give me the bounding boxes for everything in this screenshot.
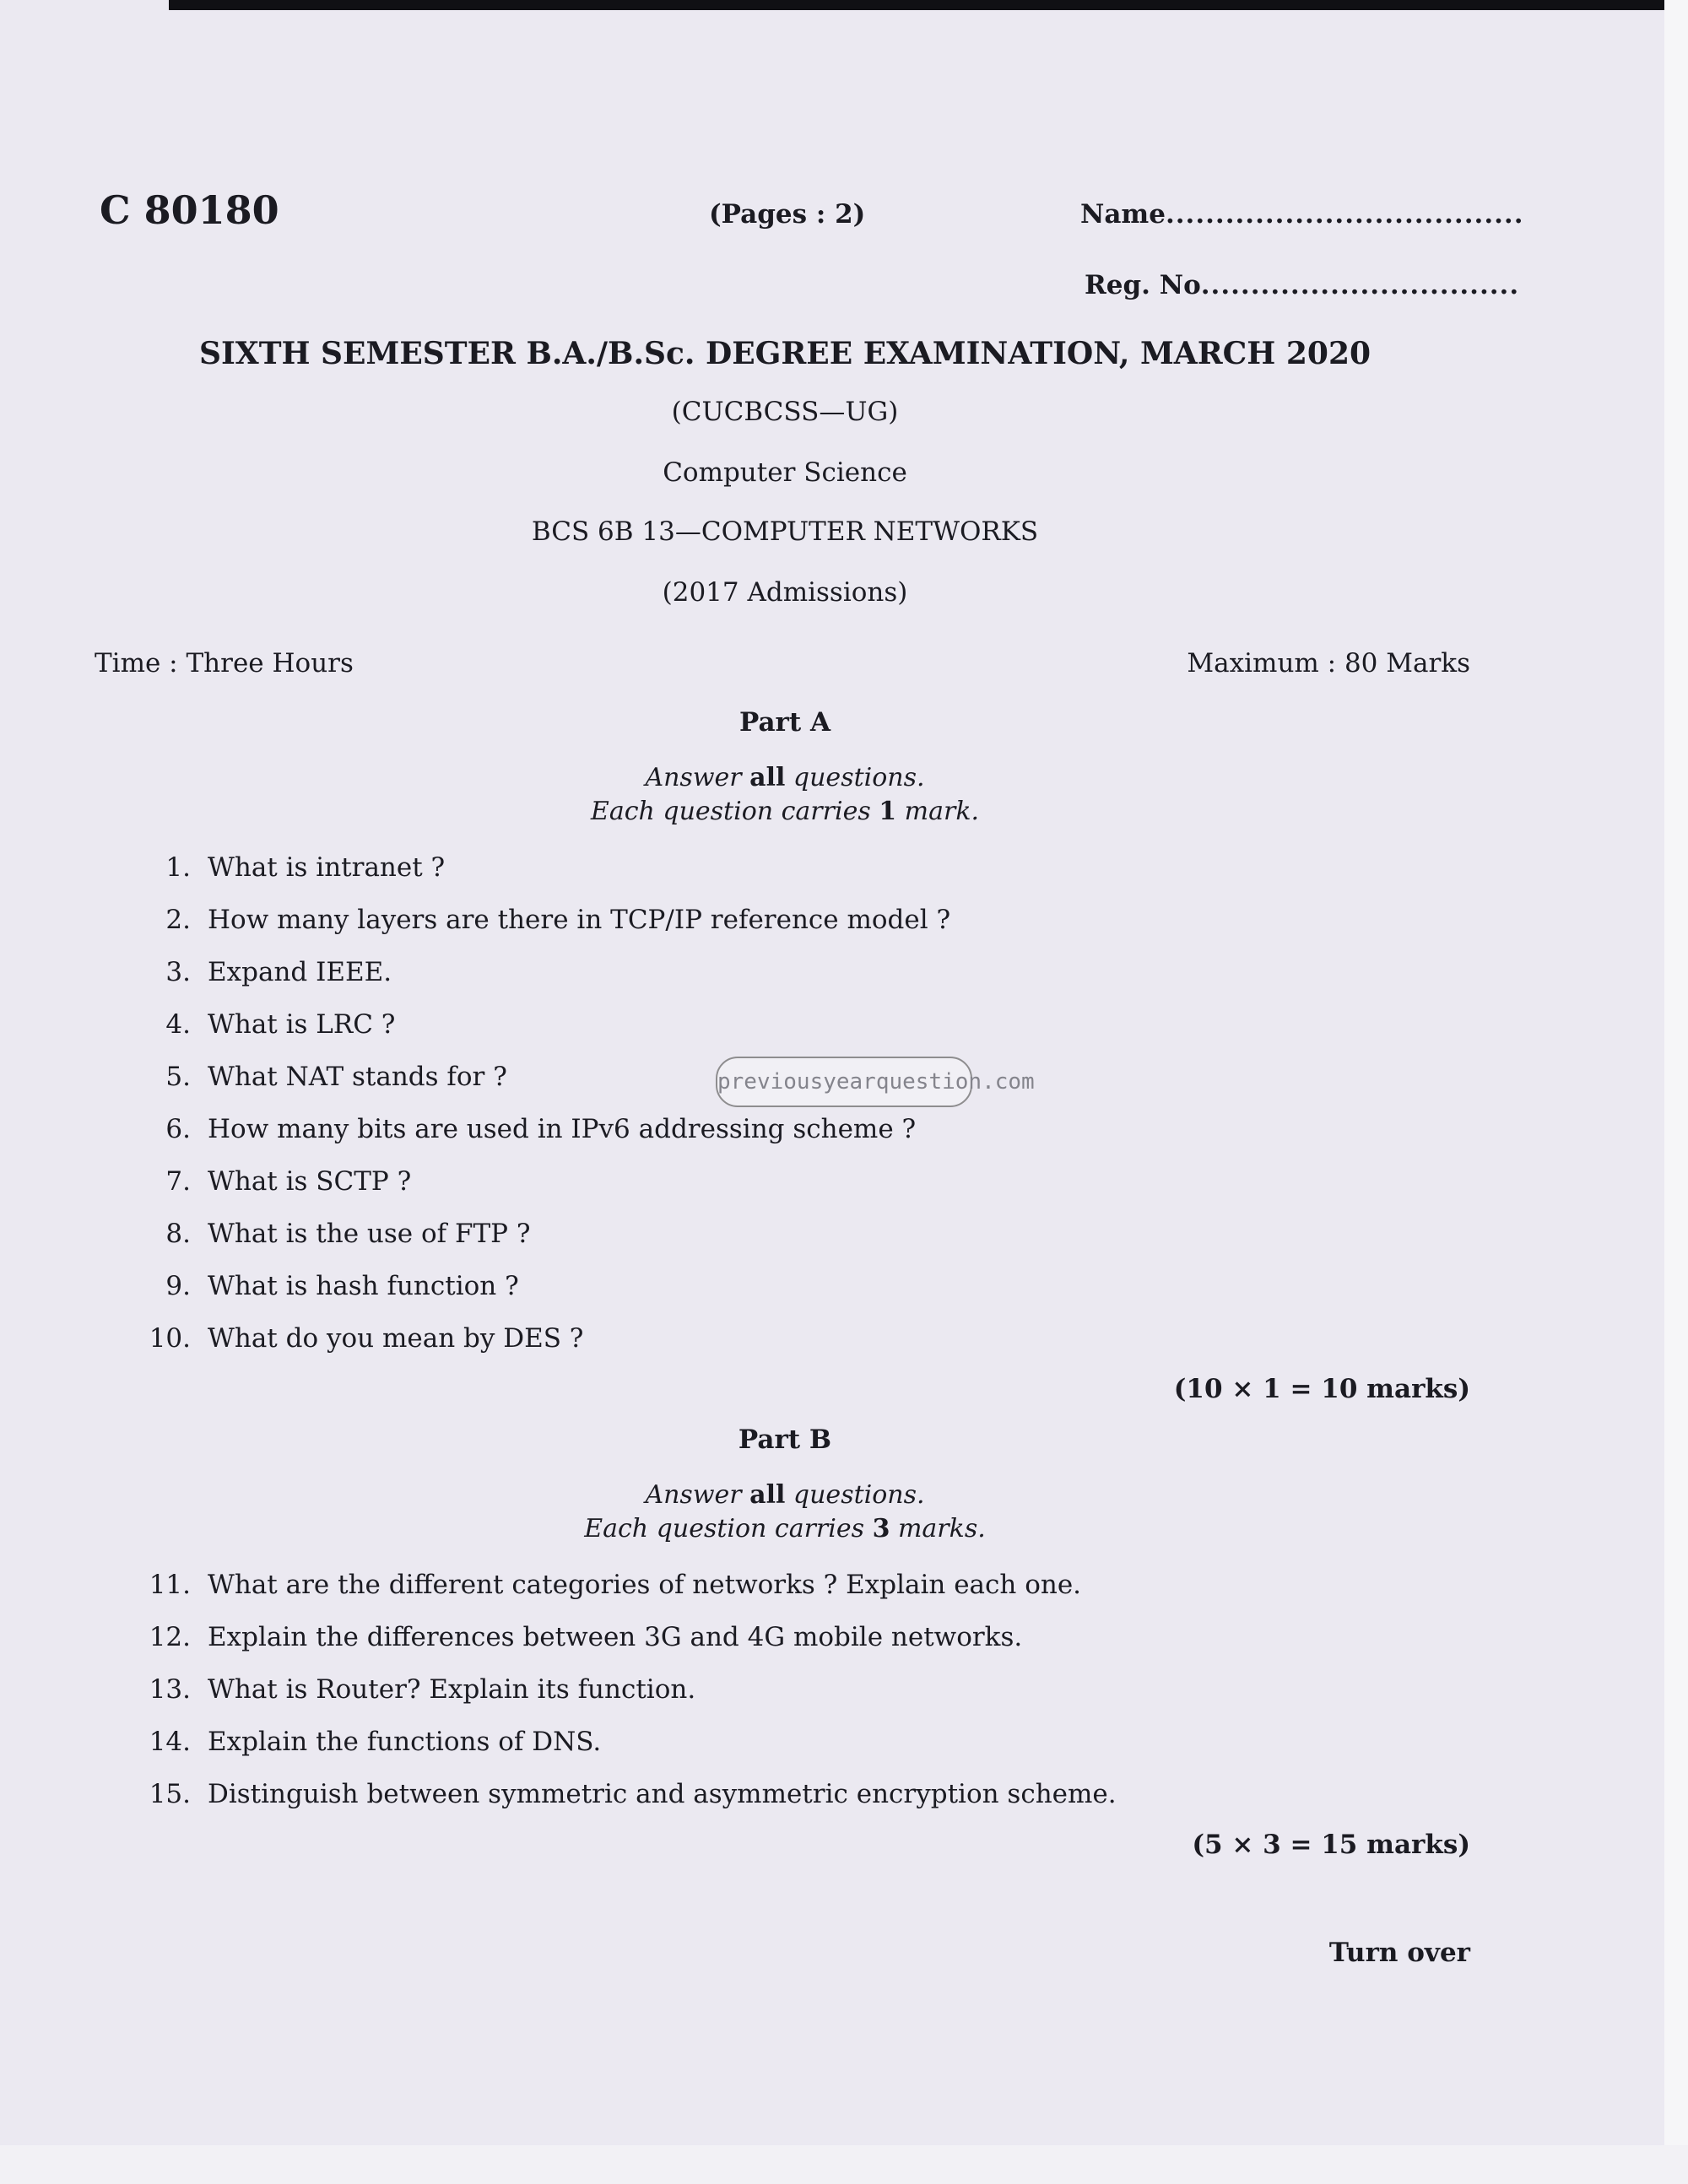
question-number: 2. — [165, 905, 191, 935]
question-text: Distinguish between symmetric and asymmetric encryption scheme. — [208, 1779, 1117, 1809]
question-text: What is the use of FTP ? — [208, 1219, 531, 1249]
question-number: 12. — [149, 1622, 191, 1652]
question-item — [127, 1062, 507, 1092]
question-text: What is Router? Explain its function. — [208, 1674, 696, 1705]
question-item — [127, 1674, 695, 1705]
question-item — [127, 1166, 411, 1197]
instr-text: Answer — [645, 763, 750, 792]
part-b-instruction-marks — [0, 1514, 1570, 1543]
question-number: 15. — [149, 1779, 191, 1809]
paper-code: C 80180 — [100, 187, 279, 233]
name-label: Name — [1080, 199, 1166, 230]
question-text: What is hash function ? — [208, 1271, 519, 1301]
question-item — [127, 1219, 531, 1249]
question-number: 5. — [165, 1062, 191, 1092]
scan-right-edge — [1664, 0, 1688, 2184]
reg-no-label: Reg. No — [1085, 270, 1201, 300]
instr-bold: 1 — [879, 797, 897, 826]
instr-bold: all — [749, 1480, 786, 1510]
exam-admissions: (2017 Admissions) — [662, 577, 908, 608]
question-number: 3. — [165, 957, 191, 987]
exam-course: BCS 6B 13—COMPUTER NETWORKS — [531, 516, 1039, 547]
question-text: What NAT stands for ? — [208, 1062, 507, 1092]
part-b-title: Part B — [738, 1424, 832, 1455]
question-item — [127, 1114, 916, 1144]
turn-over-note: Turn over — [1328, 1938, 1470, 1968]
question-item — [127, 1570, 1081, 1600]
name-dots: .................................... — [1165, 199, 1524, 230]
scan-top-edge — [169, 0, 1688, 10]
part-a-title: Part A — [738, 707, 831, 738]
name-field — [1080, 199, 1523, 230]
part-a-total: (10 × 1 = 10 marks) — [1173, 1374, 1470, 1404]
question-item — [127, 1323, 583, 1354]
question-item — [127, 905, 950, 935]
instr-bold: 3 — [872, 1514, 890, 1543]
exam-subject: Computer Science — [663, 457, 907, 488]
question-item — [127, 852, 445, 883]
scan-bottom-edge — [0, 2145, 1688, 2184]
part-a-instruction-marks — [0, 797, 1570, 826]
question-number: 9. — [165, 1271, 191, 1301]
exam-title: SIXTH SEMESTER B.A./B.Sc. DEGREE EXAMINATION, MARCH 2020 — [198, 336, 1372, 371]
question-number: 7. — [165, 1166, 191, 1197]
part-a-instruction-answer — [0, 763, 1570, 792]
question-number: 6. — [165, 1114, 191, 1144]
page-count: (Pages : 2) — [709, 199, 866, 230]
question-text: What is intranet ? — [208, 852, 446, 883]
exam-time: Time : Three Hours — [95, 648, 354, 678]
instr-text: Each question carries — [590, 797, 879, 826]
question-text: How many bits are used in IPv6 addressing scheme ? — [208, 1114, 917, 1144]
question-number: 11. — [149, 1570, 191, 1600]
reg-no-dots: ................................ — [1200, 270, 1520, 300]
instr-bold: all — [749, 763, 786, 792]
instr-text: marks. — [890, 1514, 986, 1543]
part-b-total: (5 × 3 = 15 marks) — [1192, 1830, 1470, 1860]
instr-text: Answer — [645, 1480, 750, 1510]
question-text: What do you mean by DES ? — [208, 1323, 584, 1354]
question-number: 14. — [149, 1727, 191, 1757]
instr-text: questions. — [785, 1480, 925, 1510]
question-number: 8. — [165, 1219, 191, 1249]
reg-no-field — [1085, 270, 1519, 300]
instr-text: Each question carries — [584, 1514, 873, 1543]
question-item — [127, 1622, 1022, 1652]
question-item — [127, 1271, 519, 1301]
question-text: How many layers are there in TCP/IP reference model ? — [208, 905, 951, 935]
question-text: Expand IEEE. — [208, 957, 392, 987]
question-text: Explain the functions of DNS. — [208, 1727, 602, 1757]
watermark-stamp: previousyearquestion.com — [716, 1057, 972, 1107]
question-number: 10. — [149, 1323, 191, 1354]
exam-scheme: (CUCBCSS—UG) — [671, 397, 899, 427]
part-b-instruction-answer — [0, 1480, 1570, 1510]
question-item — [127, 1727, 601, 1757]
question-number: 1. — [165, 852, 191, 883]
instr-text: mark. — [896, 797, 980, 826]
question-text: Explain the differences between 3G and 4G mobile networks. — [208, 1622, 1023, 1652]
question-text: What is SCTP ? — [208, 1166, 412, 1197]
question-text: What are the different categories of networks ? Explain each one. — [208, 1570, 1082, 1600]
instr-text: questions. — [785, 763, 925, 792]
question-number: 4. — [165, 1009, 191, 1040]
exam-max-marks: Maximum : 80 Marks — [1187, 648, 1470, 678]
question-text: What is LRC ? — [208, 1009, 396, 1040]
question-item — [127, 1779, 1117, 1809]
question-item — [127, 957, 392, 987]
question-item — [127, 1009, 395, 1040]
question-number: 13. — [149, 1674, 191, 1705]
